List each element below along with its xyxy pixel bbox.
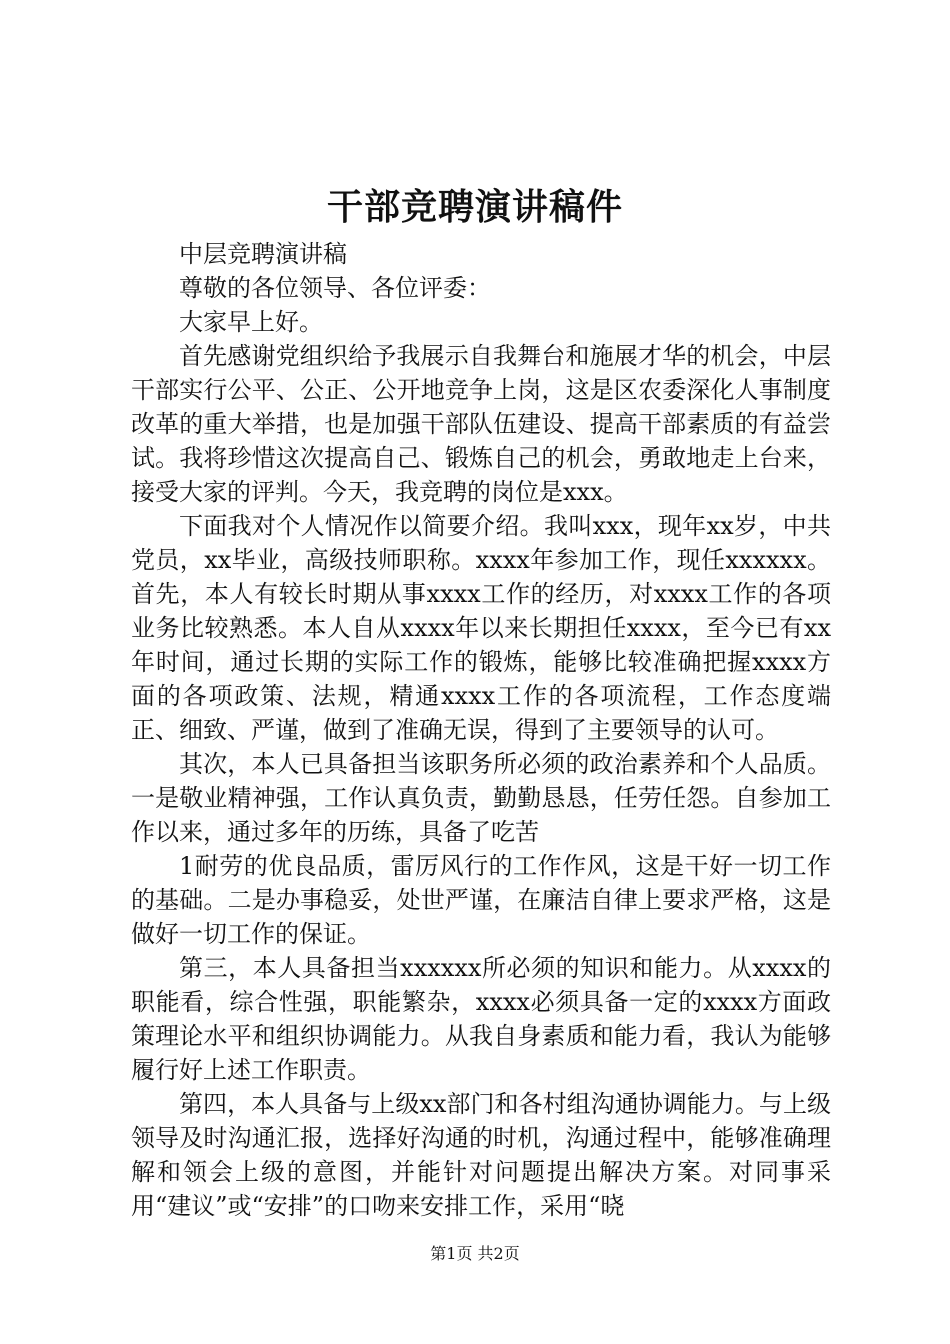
paragraph-heading: 中层竞聘演讲稿	[179, 240, 347, 268]
document-title: 干部竞聘演讲稿件	[326, 186, 623, 228]
paragraph-second-cont: 1耐劳的优良品质，雷厉风行的工作作风，这是干好一切工作的基础。二是办事稳妥，处世严谨，在廉洁自律上要求严格，这是做好一切工作的保证。	[131, 852, 831, 948]
document-body	[131, 237, 831, 1223]
paragraph-greeting: 大家早上好。	[179, 308, 323, 336]
paragraph-fourth: 第四，本人具备与上级xx部门和各村组沟通协调能力。与上级领导及时沟通汇报，选择好沟通的时机，沟通过程中，能够准确理解和领会上级的意图，并能针对问题提出解决方案。对同事采用“建议”或“安排”的口吻来安排工作，采用“晓	[131, 1090, 831, 1220]
paragraph-salutation: 尊敬的各位领导、各位评委：	[179, 274, 491, 302]
paragraph-background: 下面我对个人情况作以简要介绍。我叫xxx，现年xx岁，中共党员，xx毕业，高级技师职称。xxxx年参加工作，现任xxxxxx。首先，本人有较长时期从事xxxx工作的经历，对xxxx工作的各项业务比较熟悉。本人自从xxxx年以来长期担任xxxx，至今已有xx年时间，通过长期的实际工作的锻炼，能够比较准确把握xxxx方面的各项政策、法规，精通xxxx工作的各项流程，工作态度端正、细致、严谨，做到了准确无误，得到了主要领导的认可。	[131, 512, 831, 744]
page-footer: 第1页 共2页	[430, 1244, 520, 1263]
paragraph-second: 其次，本人已具备担当该职务所必须的政治素养和个人品质。一是敬业精神强，工作认真负责，勤勤恳恳，任劳任怨。自参加工作以来，通过多年的历练，具备了吃苦	[131, 750, 831, 846]
paragraph-intro: 首先感谢党组织给予我展示自我舞台和施展才华的机会，中层干部实行公平、公正、公开地竞争上岗，这是区农委深化人事制度改革的重大举措，也是加强干部队伍建设、提高干部素质的有益尝试。我将珍惜这次提高自己、锻炼自己的机会，勇敢地走上台来，接受大家的评判。今天，我竞聘的岗位是xxx。	[131, 342, 831, 506]
paragraph-third: 第三，本人具备担当xxxxxx所必须的知识和能力。从xxxx的职能看，综合性强，职能繁杂，xxxx必须具备一定的xxxx方面政策理论水平和组织协调能力。从我自身素质和能力看，我认为能够履行好上述工作职责。	[131, 954, 831, 1084]
